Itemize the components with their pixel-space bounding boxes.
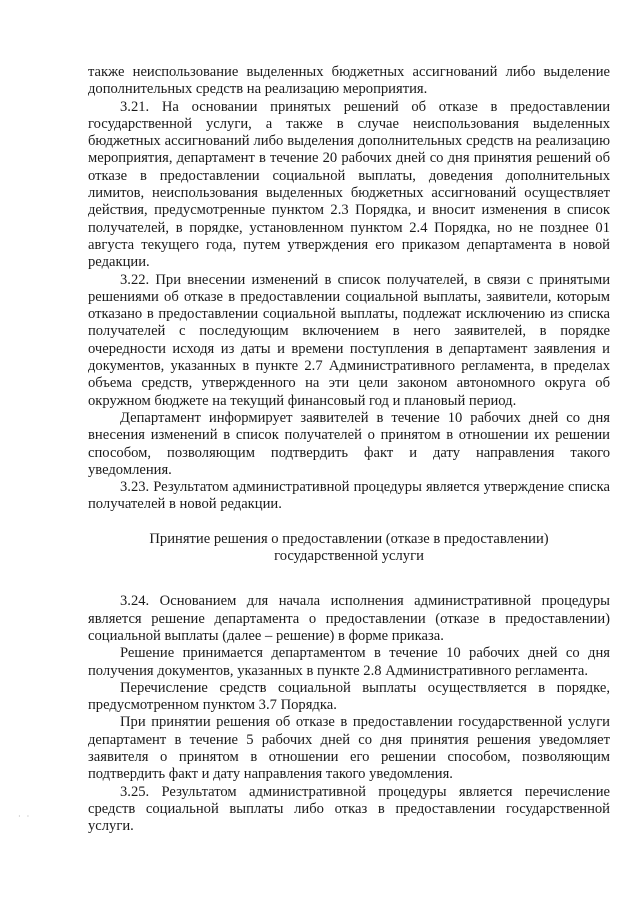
heading-spacer (88, 582, 610, 593)
scan-margin-marks: · · (18, 812, 32, 821)
paragraph-department-informs: Департамент информирует заявителей в течение 10 рабочих дней со дня внесения изменений в список получателей о принятом в отношении их решении способом, позволяющим подтвердить факт и дату направления такого уведомления. (88, 409, 610, 478)
document-page (88, 64, 610, 835)
paragraph-refusal-notification: При принятии решения об отказе в предоставлении государственной услуги департамент в течение 5 рабочих дней со дня принятия решения уведомляет заявителя о принятом в отношении его решении способом, позволяющим подтвердить факт и дату направления такого уведомления. (88, 714, 610, 783)
paragraph-3-23: 3.23. Результатом административной процедуры является утверждение списка получателей в новой редакции. (88, 479, 610, 513)
paragraph-3-25: 3.25. Результатом административной процедуры является перечисление средств социальной выплаты либо отказ в предоставлении государственной услуги. (88, 783, 610, 835)
section-heading (88, 531, 610, 566)
section-heading-line-1: Принятие решения о предоставлении (отказе в предоставлении) (149, 530, 549, 547)
paragraph-3-22: 3.22. При внесении изменений в список получателей, в связи с принятыми решениями об отказе в предоставлении социальной выплаты, заявители, которым отказано в предоставлении социальной выплаты, подлежат исключению из списка получателей с последующим включением в него заявителей, в порядке очередности исходя из даты и времени поступления в департамент заявления и документов, указанных в пункте 2.7 Административного регламента, в пределах объема средств, утвержденного на эти цели законом автономного округа об окружном бюджете на текущий финансовый год и плановый период. (88, 271, 610, 409)
paragraph-3-24: 3.24. Основанием для начала исполнения административной процедуры является решение департамента о предоставлении (отказе в предоставлении) социальной выплаты (далее – решение) в форме приказа. (88, 593, 610, 644)
paragraph-decision-timing: Решение принимается департаментом в течение 10 рабочих дней со дня получения документов, указанных в пункте 2.8 Административного регламента. (88, 645, 610, 679)
paragraph-continuation: также неиспользование выделенных бюджетных ассигнований либо выделение дополнительных средств на реализацию мероприятия. (88, 64, 610, 98)
paragraph-payment-transfer: Перечисление средств социальной выплаты осуществляется в порядке, предусмотренном пунктом 3.7 Порядка. (88, 679, 610, 714)
paragraph-3-21: 3.21. На основании принятых решений об отказе в предоставлении государственной услуги, а также в случае неиспользования выделенных бюджетных ассигнований либо выделения дополнительных средств на реализацию мероприятия, департамент в течение 20 рабочих дней со дня принятия решений об отказе в предоставлении социальной выплаты, доведения дополнительных лимитов, неиспользования выделенных бюджетных ассигнований осуществляет действия, предусмотренные пунктом 2.3 Порядка, и вносит изменения в список получателей, в порядке, установленном пунктом 2.4 Порядка, но не позднее 01 августа текущего года, путем утверждения его приказом департамента в новой редакции. (88, 98, 610, 271)
section-heading-line-2: государственной услуги (274, 548, 424, 565)
